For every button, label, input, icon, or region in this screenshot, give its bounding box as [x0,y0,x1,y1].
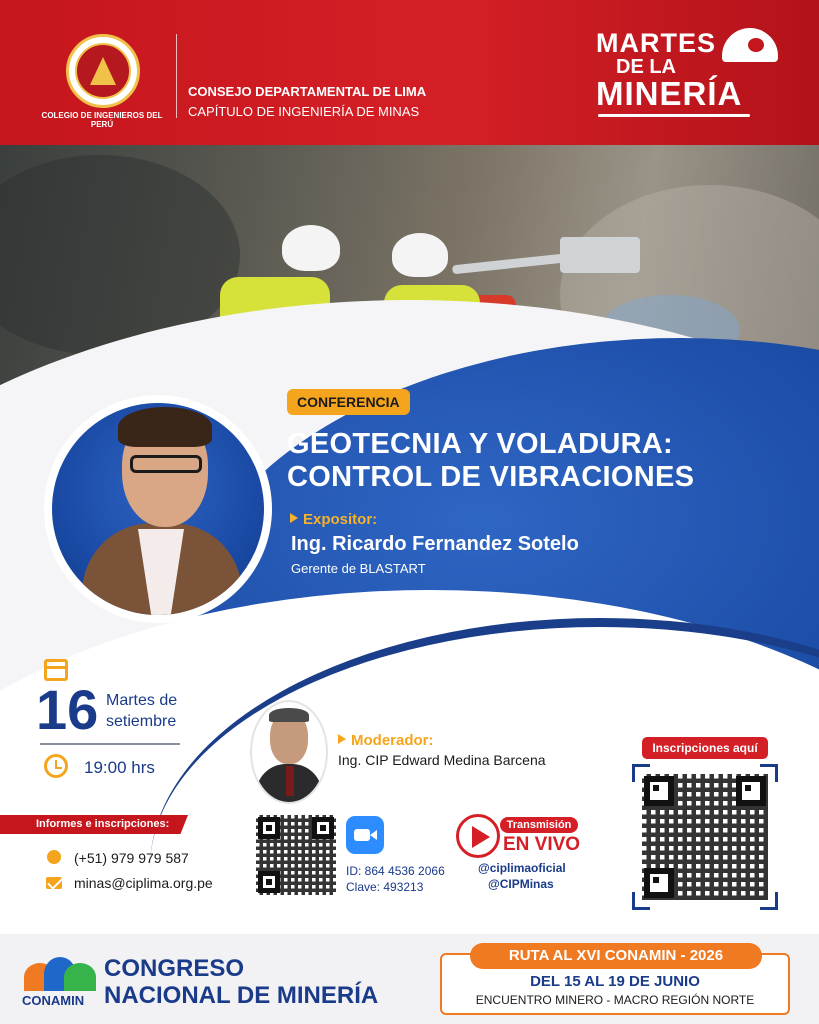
live-text: EN VIVO [503,834,581,855]
registration-qr-code-icon[interactable] [642,774,768,900]
arrow-right-icon [290,513,298,523]
arrow-right-icon [338,734,346,744]
qr-finder [736,776,766,806]
qr-finder [258,817,280,839]
event-day: 16 [36,678,99,741]
speaker-name: Ing. Ricardo Fernandez Sotelo [291,533,579,555]
qr-finder [312,817,334,839]
drill-machine [560,237,640,273]
registration-label: Inscripciones aquí [642,737,768,759]
mail-icon [46,877,62,889]
brand-line-2: DE LA [616,56,676,78]
event-time: 19:00 hrs [84,758,155,777]
header-divider [176,34,177,118]
brand-line-3: MINERÍA [596,75,743,112]
live-tag: Transmisión [500,817,578,833]
clock-icon [44,754,68,778]
moderator-label [338,732,434,749]
worker-helmet-2 [392,233,448,277]
route-dates: DEL 15 AL 19 DE JUNIO [530,973,700,990]
zoom-meeting-id: ID: 864 4536 2066 [346,864,445,878]
seal-emblem-icon [90,57,116,85]
moderator-name: Ing. CIP Edward Medina Barcena [338,752,546,768]
speaker-label [290,511,377,528]
social-handle-1[interactable]: @ciplimaoficial [478,861,566,875]
logo-shape-green [64,963,96,991]
zoom-icon [346,816,384,854]
speaker-glasses [130,455,202,473]
route-title: RUTA AL XVI CONAMIN - 2026 [470,943,762,969]
event-title: GEOTECNIA Y VOLADURA: CONTROL DE VIBRACIONES [287,428,695,493]
brand-line-1: MARTES [596,28,716,58]
moderator-hair [269,708,309,722]
council-name: CONSEJO DEPARTAMENTAL DE LIMA [188,84,427,99]
conamin-logo-icon [24,955,96,991]
speaker-hair [118,407,212,447]
contact-email[interactable]: minas@ciplima.org.pe [74,875,213,891]
moderator-label-text: Moderador: [351,732,434,749]
event-date-text: Martes de setiembre [106,692,178,730]
qr-finder [644,868,674,898]
seal-inner [75,43,131,99]
conference-badge: CONFERENCIA [287,389,410,415]
college-caption: COLEGIO DE INGENIEROS DEL PERÚ [41,111,163,129]
speaker-role: Gerente de BLASTART [291,561,426,576]
route-place: ENCUENTRO MINERO - MACRO REGIÓN NORTE [475,993,755,1007]
qr-finder [258,871,280,893]
speaker-photo [52,403,264,615]
zoom-qr-code-icon[interactable] [256,815,336,895]
contact-label: Informes e inscripciones: [36,818,170,830]
speaker-label-text: Expositor: [303,511,378,528]
moderator-photo [250,700,328,804]
social-handle-2[interactable]: @CIPMinas [488,877,554,891]
phone-icon [47,850,61,864]
zoom-passcode: Clave: 493213 [346,880,424,894]
college-seal-icon [66,34,140,108]
moderator-tie [286,766,294,796]
conamin-wordmark: CONAMIN [22,993,85,1008]
play-icon [456,814,500,858]
congress-name [104,955,378,1009]
worker-helmet-1 [282,225,340,271]
chapter-name: CAPÍTULO DE INGENIERÍA DE MINAS [188,104,420,119]
header-banner [0,0,819,145]
congress-line-1: CONGRESO [104,955,245,982]
qr-finder [644,776,674,806]
date-divider [40,743,180,745]
contact-phone[interactable]: (+51) 979 979 587 [74,850,189,866]
registration-qr-frame [632,764,778,910]
congress-line-2: NACIONAL DE MINERÍA [104,982,379,1009]
brand-underline [598,114,750,117]
